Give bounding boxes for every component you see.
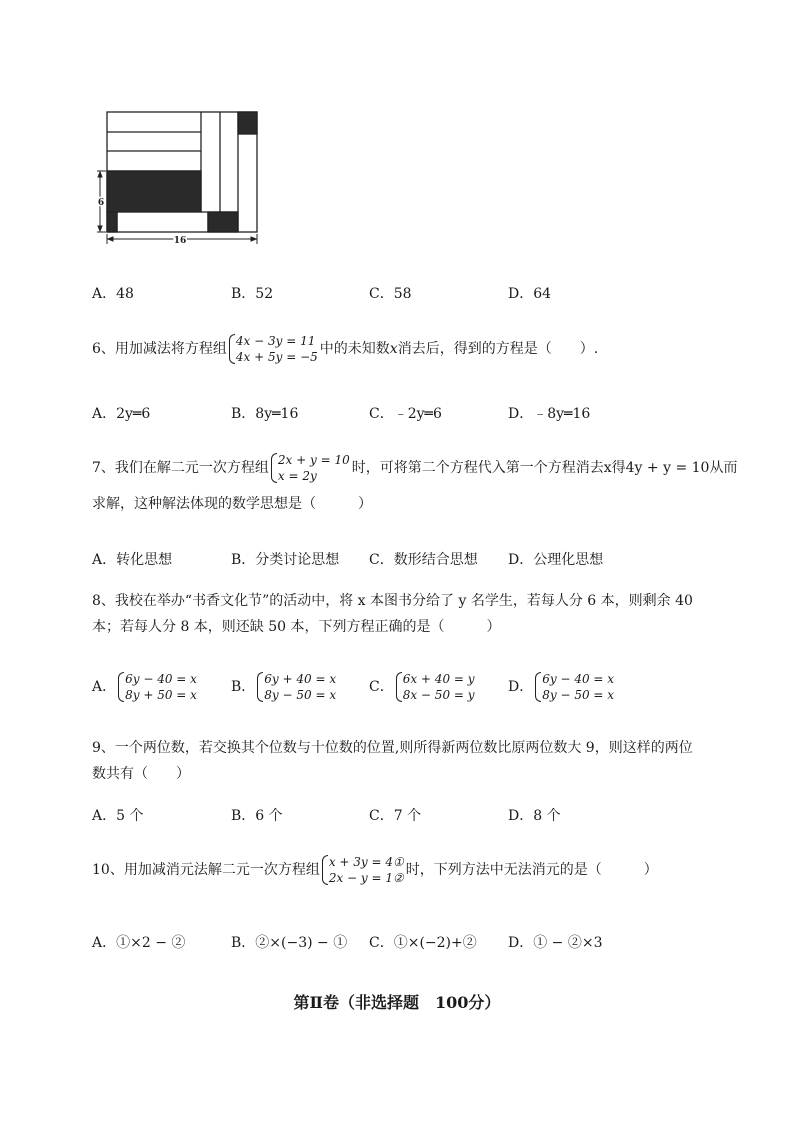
q10-eq2: 2x − y = 1② <box>328 871 404 885</box>
q6-options <box>92 403 752 425</box>
q6-option-a[interactable]: A．2y═6 <box>92 406 151 422</box>
q8-option-a[interactable] <box>92 667 199 707</box>
q6-prefix: 6、用加减法将方程组 <box>92 341 227 357</box>
dimension-height-label: 6 <box>97 198 105 208</box>
q9-option-a[interactable]: A．5 个 <box>92 808 144 824</box>
q5-option-b[interactable]: B．52 <box>231 286 274 302</box>
q6-option-c[interactable]: C．﹣2y═6 <box>369 406 442 422</box>
q8-option-d-eq1: 6y − 40 = x <box>542 672 615 686</box>
dimension-width-label: 16 <box>173 236 187 246</box>
q8-option-b-eq1: 6y + 40 = x <box>264 672 337 686</box>
q10-options <box>92 932 752 954</box>
question-6 <box>92 333 752 365</box>
q9-options <box>92 805 752 827</box>
question-8 <box>92 591 752 637</box>
q5-option-c[interactable]: C．58 <box>369 286 412 302</box>
q10-equation-system <box>322 854 404 886</box>
q7-option-c[interactable]: C．数形结合思想 <box>369 552 478 568</box>
q9-line2: 数共有（ ） <box>92 766 190 782</box>
q8-option-c-eq1: 6x + 40 = y <box>402 672 475 686</box>
q10-suffix: 时，下列方法中无法消元的是（ ） <box>405 862 658 878</box>
q6-eq1: 4x − 3y = 11 <box>235 334 316 348</box>
q6-mid: 中的未知数 <box>319 341 390 357</box>
q7-prefix: 7、我们在解二元一次方程组 <box>92 460 269 476</box>
question-9 <box>92 738 752 784</box>
q8-option-a-eq1: 6y − 40 = x <box>125 672 197 686</box>
q8-line2: 本；若每人分 8 本，则还缺 50 本，下列方程正确的是（ ） <box>92 619 501 635</box>
q10-option-a[interactable]: A．①×2 − ② <box>92 935 186 951</box>
q5-options <box>92 283 752 305</box>
q10-prefix: 10、用加减消元法解二元一次方程组 <box>92 862 320 878</box>
q6-equation-system <box>229 333 318 365</box>
q10-option-c[interactable]: C．①×(−2)+② <box>369 935 477 951</box>
q8-option-a-label: A． <box>92 679 117 695</box>
q8-option-d[interactable] <box>508 667 616 707</box>
q8-option-b-eq2: 8y − 50 = x <box>264 688 337 702</box>
rectangle-puzzle-figure <box>95 106 265 252</box>
q7-option-a[interactable]: A．转化思想 <box>92 552 173 568</box>
q8-option-d-eq2: 8y − 50 = x <box>542 688 615 702</box>
q9-option-c[interactable]: C．7 个 <box>369 808 422 824</box>
q7-option-b[interactable]: B．分类讨论思想 <box>231 552 340 568</box>
q8-option-d-label: D． <box>508 679 534 695</box>
q7-line2: 求解，这种解法体现的数学思想是（ ） <box>92 496 372 512</box>
q8-line1: 8、我校在举办“书香文化节”的活动中，将 x 本图书分给了 y 名学生，若每人分 6 本，则剩余 40 <box>92 593 693 609</box>
q7-eq1: 2x + y = 10 <box>277 453 350 467</box>
q6-suffix: 消去后，得到的方程是（ ）. <box>397 341 599 357</box>
q7-suffix: 时，可将第二个方程代入第一个方程消去x得4y + y = 10从而 <box>351 460 738 476</box>
q8-option-c-eq2: 8x − 50 = y <box>402 688 475 702</box>
q10-option-b[interactable]: B．②×(−3) − ① <box>231 935 348 951</box>
q6-option-b[interactable]: B．8y═16 <box>231 406 299 422</box>
q8-options <box>92 667 752 707</box>
q7-options <box>92 549 752 571</box>
q8-option-a-eq2: 8y + 50 = x <box>125 688 197 702</box>
q10-option-d[interactable]: D．① − ②×3 <box>508 935 603 951</box>
q6-option-d[interactable]: D．﹣8y═16 <box>508 406 591 422</box>
section-title: 第Ⅱ卷（非选择题 100分） <box>293 993 501 1012</box>
q9-option-b[interactable]: B．6 个 <box>231 808 283 824</box>
q7-option-d[interactable]: D．公理化思想 <box>508 552 604 568</box>
q8-option-b-label: B． <box>231 679 256 695</box>
q8-option-c-label: C． <box>369 679 394 695</box>
q10-eq1: x + 3y = 4① <box>328 855 404 869</box>
question-7 <box>92 452 752 514</box>
q7-equation-system <box>271 452 350 484</box>
q6-var: x <box>389 341 398 357</box>
q6-eq2: 4x + 5y = −5 <box>235 350 318 364</box>
q5-option-d[interactable]: D．64 <box>508 286 552 302</box>
q8-option-b[interactable] <box>231 667 338 707</box>
q9-option-d[interactable]: D．8 个 <box>508 808 561 824</box>
q8-option-c[interactable] <box>369 667 477 707</box>
q9-line1: 9、一个两位数，若交换其个位数与十位数的位置,则所得新两位数比原两位数大 9，则这样的两位 <box>92 740 693 756</box>
question-10 <box>92 854 752 886</box>
q7-eq2: x = 2y <box>277 469 317 483</box>
q5-option-a[interactable]: A．48 <box>92 286 134 302</box>
